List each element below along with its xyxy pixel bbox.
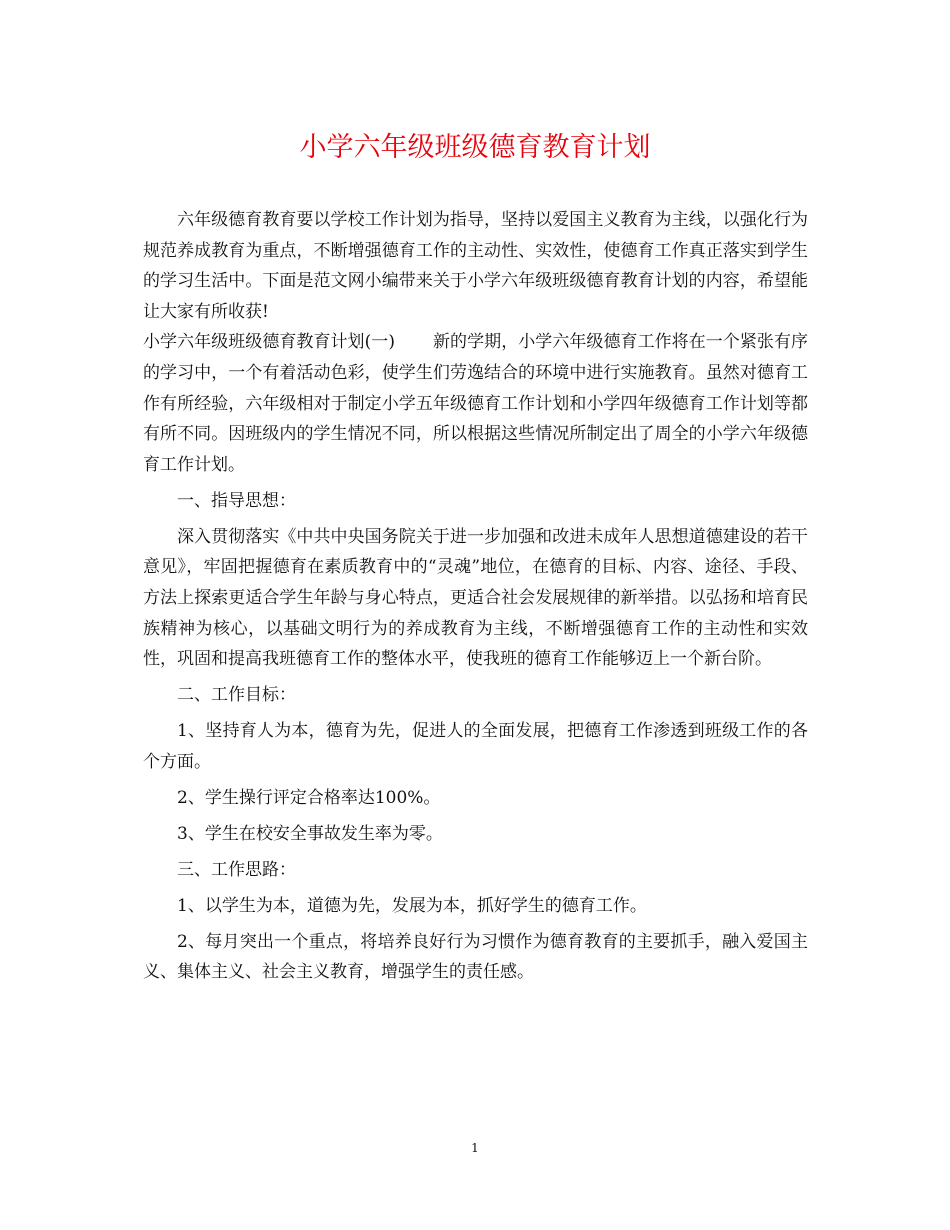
document-title: 小学六年级班级德育教育计划 — [299, 132, 651, 163]
list-item-work-goal: 3、学生在校安全事故发生率为零。 — [177, 823, 443, 844]
document-body — [143, 205, 808, 988]
plan-intro: 新的学期，小学六年级德育工作将在一个紧张有序的学习中，一个有着活动色彩，使学生们劳逸结合的环境中进行实施教育。虽然对德育工作有所经验，六年级相对于制定小学五年级德育工作计划和小学四年级德育工作计划等都有所不同。因班级内的学生情况不同，所以根据这些情况所制定出了周全的小学六年级德育工作计划。 — [143, 332, 808, 475]
list-item-work-approach: 1、以学生为本，道德为先，发展为本，抓好学生的德育工作。 — [177, 895, 647, 916]
list-item-work-goal: 1、坚持育人为本，德育为先，促进人的全面发展，把德育工作渗透到班级工作的各个方面。 — [143, 721, 808, 772]
list-item-work-goal: 2、学生操行评定合格率达100%。 — [177, 787, 441, 808]
section-heading-work-goals: 二、工作目标： — [177, 685, 296, 706]
section-heading-work-approach: 三、工作思路： — [177, 859, 296, 880]
plan-paragraph — [143, 327, 808, 480]
plan-heading: 小学六年级班级德育教育计划(一) — [143, 332, 395, 353]
intro-paragraph: 六年级德育教育要以学校工作计划为指导，坚持以爱国主义教育为主线，以强化行为规范养成教育为重点，不断增强德育工作的主动性、实效性，使德育工作真正落实到学生的学习生活中。下面是范文网小编带来关于小学六年级班级德育教育计划的内容，希望能让大家有所收获! — [143, 210, 808, 322]
section-text-guiding-ideas: 深入贯彻落实《中共中央国务院关于进一步加强和改进未成年人思想道德建设的若干意见》，牢固把握德育在素质教育中的“灵魂”地位，在德育的目标、内容、途径、手段、方法上探索更适合学生年龄与身心特点，更适合社会发展规律的新举措。以弘扬和培育民族精神为核心，以基础文明行为的养成教育为主线，不断增强德育工作的主动性和实效性，巩固和提高我班德育工作的整体水平，使我班的德育工作能够迈上一个新台阶。 — [143, 526, 808, 670]
page-number: 1 — [471, 1141, 479, 1155]
list-item-work-approach: 2、每月突出一个重点，将培养良好行为习惯作为德育教育的主要抓手，融入爱国主义、集体主义、社会主义教育，增强学生的责任感。 — [143, 931, 808, 983]
section-heading-guiding-ideas: 一、指导思想： — [177, 490, 296, 511]
